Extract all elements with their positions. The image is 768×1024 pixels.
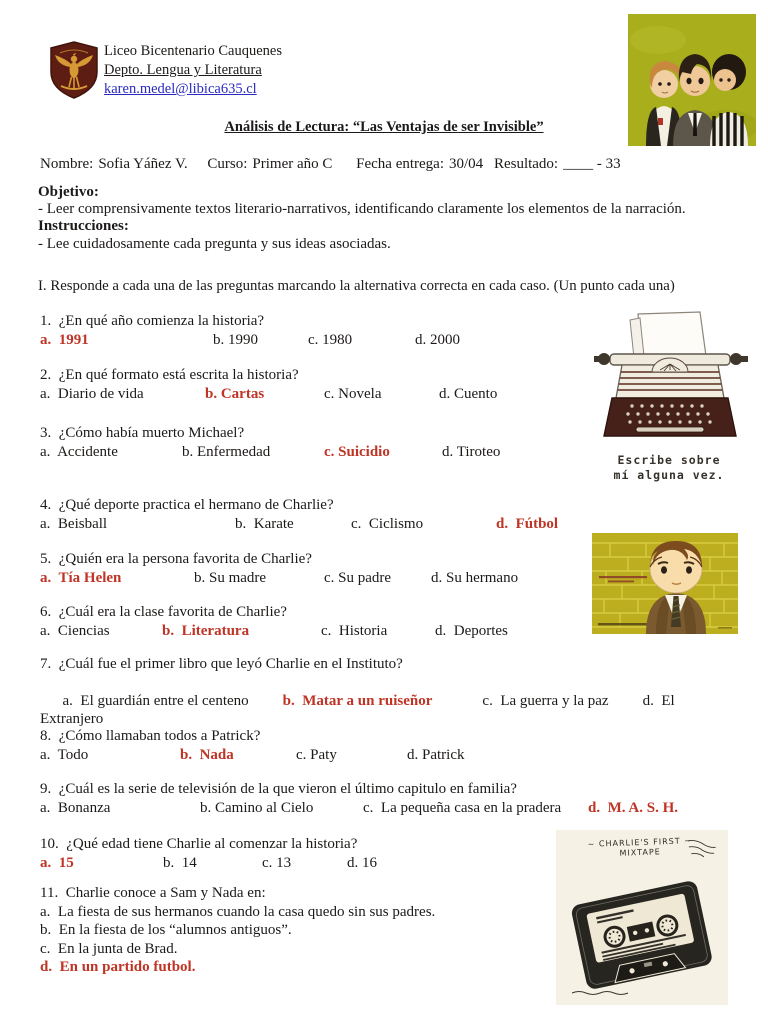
option-d: d. En un partido futbol.: [40, 959, 196, 976]
option-d: d. Patrick: [407, 747, 465, 763]
mixtape-caption-line1: ~ CHARLIE'S FIRST ~: [587, 836, 693, 849]
option-a: a. Diario de vida: [40, 386, 144, 402]
phoenix-shield-icon: [48, 40, 100, 100]
option-c: c. Paty: [296, 747, 337, 763]
instrucciones-text: - Lee cuidadosamente cada pregunta y sus ideas asociadas.: [38, 235, 391, 252]
option-b: b. Enfermedad: [182, 444, 271, 460]
question-options: [40, 515, 746, 534]
instrucciones-label: Instrucciones:: [38, 218, 129, 235]
question-text: 4. ¿Qué deporte practica el hermano de Charlie?: [40, 497, 334, 513]
option-a: a. Tía Helen: [40, 570, 122, 586]
option-b: b. Nada: [180, 747, 234, 763]
option-d: d. Su hermano: [431, 570, 519, 586]
option-d: d. El Extranjero: [40, 693, 679, 727]
option-b: b. 1990: [213, 332, 258, 348]
option-a: a. Todo: [40, 747, 89, 763]
resultado-value: ____ - 33: [563, 156, 621, 172]
option-d: d. 2000: [415, 332, 460, 348]
typewriter-caption-line2: mí alguna vez.: [613, 468, 725, 482]
option-c: c. Ciclismo: [351, 516, 424, 532]
page-title: [0, 119, 768, 136]
nombre-label: Nombre:: [40, 156, 94, 172]
curso-label: Curso:: [207, 156, 248, 172]
department-name: Depto. Lengua y Literatura: [104, 62, 262, 78]
question-8: [40, 727, 746, 765]
page-title-text: Análisis de Lectura: “Las Ventajas de ser Invisible”: [224, 119, 544, 135]
option-c: c. 13: [262, 855, 292, 871]
option-d: d. 16: [347, 855, 377, 871]
question-4: [40, 496, 746, 534]
typewriter-caption: [580, 453, 758, 483]
question-options: [40, 746, 746, 765]
option-c: c. Historia: [321, 623, 388, 639]
option-b: b. Karate: [235, 516, 294, 532]
option-b: b. Camino al Cielo: [200, 800, 314, 816]
fecha-value: 30/04: [449, 156, 484, 172]
nombre-value: Sofia Yáñez V.: [98, 156, 188, 172]
fecha-label: Fecha entrega:: [356, 156, 445, 172]
curso-value: Primer año C: [252, 156, 333, 172]
mixtape-caption-line2: MIXTAPE: [619, 847, 661, 858]
question-9: [40, 780, 746, 818]
option-a: a. 15: [40, 855, 74, 871]
question-text: 2. ¿En qué formato está escrita la historia?: [40, 367, 299, 383]
question-text: 8. ¿Cómo llamaban todos a Patrick?: [40, 728, 261, 744]
question-text: 9. ¿Cuál es la serie de televisión de la que vieron el último capitulo en familia?: [40, 781, 517, 797]
option-d: d. Deportes: [435, 623, 508, 639]
option-d: d. Tiroteo: [442, 444, 501, 460]
option-c: c. Su padre: [324, 570, 392, 586]
student-info-line: [40, 156, 621, 173]
option-a: a. Bonanza: [40, 800, 111, 816]
typewriter-caption-line1: Escribe sobre: [617, 453, 721, 467]
option-b: b. Cartas: [205, 386, 265, 402]
mixtape-caption: [580, 836, 701, 860]
document-header: [104, 42, 282, 99]
charlie-illustration: [592, 533, 738, 639]
question-text: 10. ¿Qué edad tiene Charlie al comenzar la historia?: [40, 836, 358, 852]
option-a: a. 1991: [40, 332, 89, 348]
question-text: 5. ¿Quién era la persona favorita de Charlie?: [40, 551, 312, 567]
email-link[interactable]: karen.medel@libica635.cl: [104, 81, 257, 97]
option-b: b. Su madre: [194, 570, 267, 586]
option-a: a. Accidente: [40, 444, 118, 460]
question-options: [40, 799, 746, 818]
question-text: 3. ¿Cómo había muerto Michael?: [40, 425, 245, 441]
option-c: c. En la junta de Brad.: [40, 940, 178, 957]
question-text: 6. ¿Cuál era la clase favorita de Charlie?: [40, 604, 287, 620]
question-text: 1. ¿En qué año comienza la historia?: [40, 313, 265, 329]
option-b: b. En la fiesta de los “alumnos antiguos”.: [40, 922, 292, 939]
option-b: b. Matar a un ruiseñor: [282, 693, 433, 709]
option-a: a. La fiesta de sus hermanos cuando la casa quedo sin sus padres.: [40, 904, 436, 920]
option-c: c. 1980: [308, 332, 353, 348]
section-1-instruction: I. Responde a cada una de las preguntas marcando la alternativa correcta en cada caso. (Un punto cada una): [38, 278, 675, 294]
typewriter-icon: [580, 306, 758, 446]
option-c: c. Novela: [324, 386, 382, 402]
option-a: a. El guardián entre el centeno: [62, 693, 249, 709]
option-d: d. Cuento: [439, 386, 498, 402]
objetivo-label: Objetivo:: [38, 184, 99, 200]
option-d: d. M. A. S. H.: [588, 800, 679, 816]
charlie-cartoon-icon: [592, 533, 738, 634]
intro-block: [38, 184, 738, 253]
mixtape-illustration: [556, 830, 728, 1005]
option-b: b. 14: [163, 855, 197, 871]
option-c: c. La guerra y la paz: [482, 693, 609, 709]
option-d: d. Fútbol: [496, 516, 559, 532]
school-logo: [48, 40, 100, 105]
question-text: 7. ¿Cuál fue el primer libro que leyó Charlie en el Instituto?: [40, 656, 403, 672]
option-b: b. Literatura: [162, 623, 250, 639]
option-c: c. La pequeña casa en la pradera: [363, 800, 562, 816]
objetivo-text: - Leer comprensivamente textos literario-narrativos, identificando claramente los elementos de la narración.: [38, 201, 686, 218]
option-a: a. Ciencias: [40, 623, 110, 639]
resultado-label: Resultado:: [493, 156, 559, 172]
option-a: a. Beisball: [40, 516, 108, 532]
question-text: 11. Charlie conoce a Sam y Nada en:: [40, 885, 266, 901]
option-c: c. Suicidio: [324, 444, 390, 460]
school-name: Liceo Bicentenario Cauquenes: [104, 43, 282, 59]
typewriter-illustration: [580, 306, 758, 483]
